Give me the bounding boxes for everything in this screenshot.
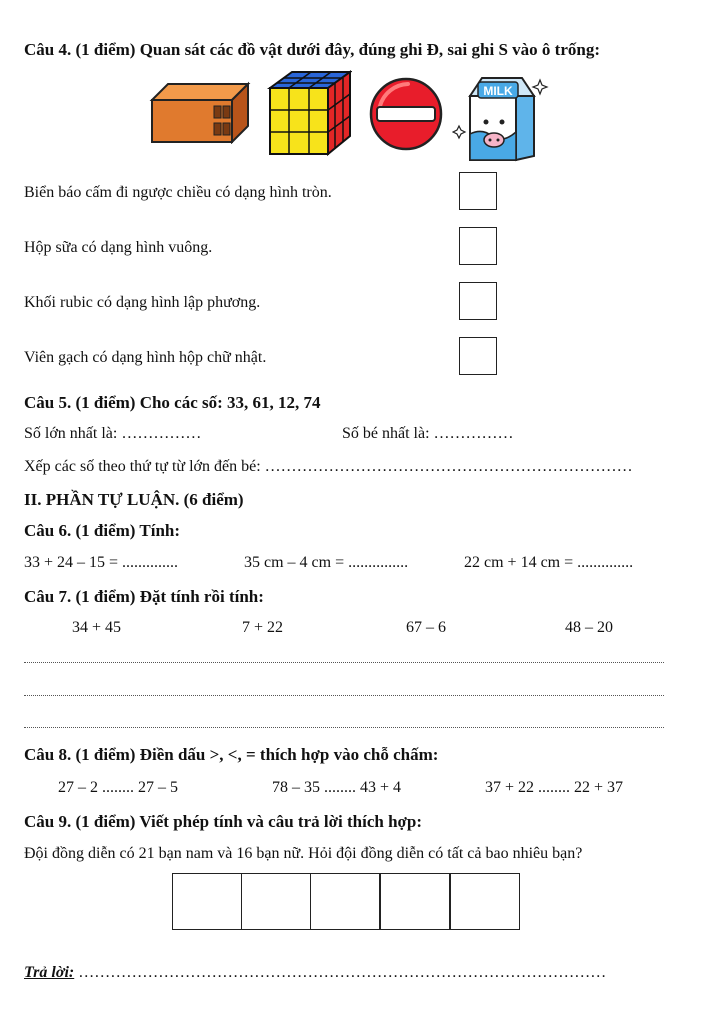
equation-cell-4[interactable] (380, 873, 450, 930)
q4-title: Câu 4. (1 điểm) Quan sát các đồ vật dưới đây, đúng ghi Đ, sai ghi S vào ô trống: (24, 40, 600, 59)
q4-statement-4: Viên gạch có dạng hình hộp chữ nhật. (24, 349, 267, 366)
q7-title: Câu 7. (1 điểm) Đặt tính rồi tính: (24, 587, 264, 606)
q4-statement-3: Khối rubic có dạng hình lập phương. (24, 294, 261, 311)
equation-cell-5[interactable] (450, 873, 520, 930)
q6-item-1: 33 + 24 – 15 = .............. (24, 554, 179, 571)
answer-box-3[interactable] (459, 282, 497, 320)
q7-item-4: 48 – 20 (565, 619, 613, 636)
q8-title: Câu 8. (1 điểm) Điền dấu >, <, = thích hợp vào chỗ chấm: (24, 745, 439, 764)
work-line-3[interactable] (24, 727, 664, 728)
q9-problem: Đội đồng diễn có 21 bạn nam và 16 bạn nữ. Hỏi đội đồng diễn có tất cả bao nhiêu bạn? (24, 845, 583, 862)
q8-item-3: 37 + 22 ........ 22 + 37 (485, 779, 624, 796)
q6-title: Câu 6. (1 điểm) Tính: (24, 521, 181, 540)
q5-largest: Số lớn nhất là: …………… (24, 425, 202, 442)
answer-box-2[interactable] (459, 227, 497, 265)
work-line-1[interactable] (24, 662, 664, 663)
q5-title: Câu 5. (1 điểm) Cho các số: 33, 61, 12, 74 (24, 393, 321, 412)
q5-order: Xếp các số theo thứ tự từ lớn đến bé: …………………………………………………………… (24, 458, 633, 475)
q7-item-3: 67 – 6 (406, 619, 446, 636)
answer-dots: ……………………………………………………………………………………… (78, 964, 607, 981)
section-2-title: II. PHẦN TỰ LUẬN. (6 điểm) (24, 490, 244, 509)
q7-item-1: 34 + 45 (72, 619, 122, 636)
no-entry-sign-icon (368, 76, 444, 152)
equation-cell-1[interactable] (172, 873, 242, 930)
q4-statement-1: Biển báo cấm đi ngược chiều có dạng hình tròn. (24, 184, 332, 201)
q8-item-2: 78 – 35 ........ 43 + 4 (272, 779, 402, 796)
brick-icon (148, 78, 252, 144)
q6-item-3: 22 cm + 14 cm = .............. (464, 554, 634, 571)
milk-carton-icon (452, 70, 554, 166)
q9-title: Câu 9. (1 điểm) Viết phép tính và câu trả lời thích hợp: (24, 812, 423, 831)
q7-item-2: 7 + 22 (242, 619, 284, 636)
equation-cell-3[interactable] (310, 873, 380, 930)
q5-smallest: Số bé nhất là: …………… (342, 425, 514, 442)
work-line-2[interactable] (24, 695, 664, 696)
rubik-cube-icon (266, 70, 352, 158)
milk-label: MILK (483, 84, 513, 98)
q8-item-1: 27 – 2 ........ 27 – 5 (58, 779, 178, 796)
q6-item-2: 35 cm – 4 cm = ............... (244, 554, 409, 571)
answer-box-1[interactable] (459, 172, 497, 210)
answer-box-4[interactable] (459, 337, 497, 375)
q4-statement-2: Hộp sữa có dạng hình vuông. (24, 239, 213, 256)
equation-cell-2[interactable] (241, 873, 311, 930)
answer-label: Trả lời: (24, 964, 75, 981)
answer-line[interactable] (24, 964, 606, 982)
